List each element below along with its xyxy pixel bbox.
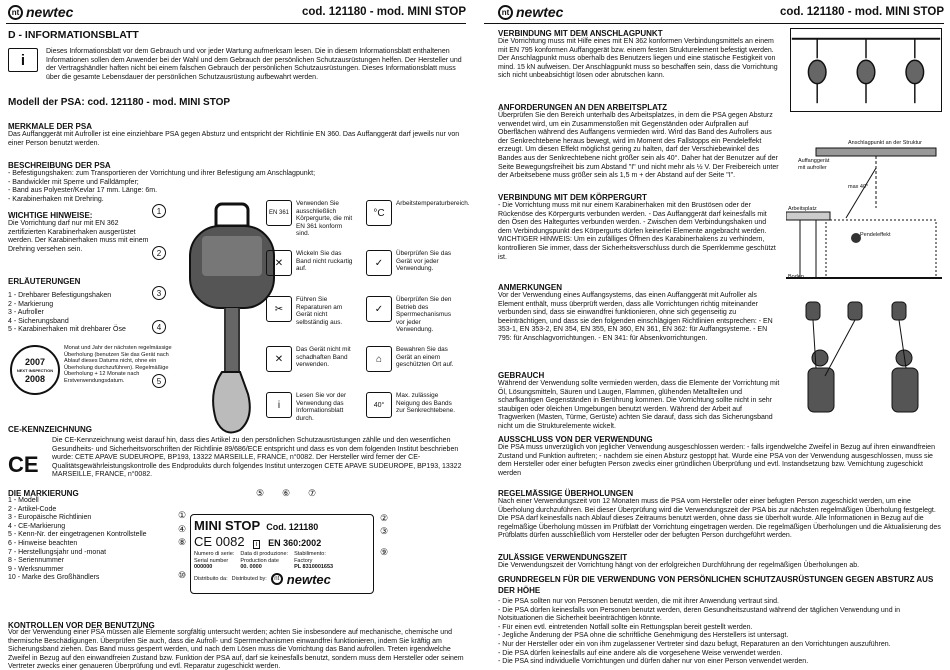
list-item: - Die PSA sollten nur von Personen benutzt werden, die mit ihrer Anwendung vertraut sind. bbox=[498, 598, 779, 605]
no-repair-icon: ✂ bbox=[266, 296, 292, 322]
s1-title: VERBINDUNG MIT DEM ANSCHLAGPUNKT bbox=[498, 29, 663, 38]
s6-title: AUSSCHLUSS VON DER VERWENDUNG bbox=[498, 435, 653, 444]
list-item: 1 - Modell bbox=[8, 497, 39, 504]
factory-value: PL 8310001653 bbox=[294, 564, 334, 570]
warning-cell bbox=[366, 346, 456, 372]
warning-text: Lesen Sie vor der Verwendung das Informationsblatt durch. bbox=[296, 392, 347, 422]
callout-4: 4 bbox=[152, 320, 166, 334]
list-item: - Bandwickler mit Sperre und Falldämpfer; bbox=[8, 178, 139, 186]
erlaeuterungen-title: ERLÄUTERUNGEN bbox=[8, 277, 81, 286]
newtec-logo-icon: nt bbox=[271, 573, 283, 585]
callout-2: 2 bbox=[152, 246, 166, 260]
thermometer-icon: °C bbox=[366, 200, 392, 226]
warning-text: Führen Sie Reparaturen am Gerät nicht selbständig aus. bbox=[296, 296, 343, 326]
left-page bbox=[0, 0, 472, 670]
s8-text: Die Verwendungszeit der Vorrichtung hängt von der erfolgreichen Durchführung der regelmäßigen Überholungen ab. bbox=[498, 562, 860, 569]
label-callout-8: ⑧ bbox=[178, 537, 187, 547]
header-rule bbox=[484, 23, 944, 24]
list-item: 7 - Herstellungsjahr und -monat bbox=[8, 548, 107, 556]
s4-text: Vor der Verwendung eines Auffangsystems, das einen Auffanggerät mit Aufroller als Element enthält, muss überprüft werden, dass alle Vorrichtungen richtig miteinander verbunden sind, dass sie einwandfrei funktionieren, ohne sich gegenseitig zu beeinträchtigen, und dass sie den folgenden einschlägigen Richtlinien entsprechen: - EN 353-1, EN 353-2, EN 354, EN 355, EN 360, EN 361, EN 362: für Auffangsysteme. - EN 795: für Anschlagvorrichtungen. - EN 341: für Absenkvorrichtungen. bbox=[498, 292, 773, 342]
factory-label: Stabilimento: bbox=[294, 551, 326, 557]
warning-cell bbox=[366, 392, 456, 418]
serial-sub: Serial number bbox=[194, 557, 229, 564]
damaged-band-icon: ✕ bbox=[266, 346, 292, 372]
label-cod: Cod. 121180 bbox=[266, 522, 319, 532]
kontrollen-text: Vor der Verwendung einer PSA müssen alle Elemente sorgfältig untersucht werden; achten Sie insbesondere auf mechanische, chemische und thermische Beschädigungen. Überprüfen Sie auch, dass die Aufroll- und Sperrmechanismen einwandfrei funktionieren, indem Sie kräftig am Sicherungsband ziehen. Das Band muss gesperrt werden, und nach dem Lösen muss die Vorrichtung das Band aufrollen. Treten irgendwelche Zweifel in Bezug auf den einwandfreien Zustand bzw. Funktion der PSA auf, darf sie keinesfalls benutzt, sondern muss dem Hersteller oder seinem Vertreter zwecks einer genaueren Überprüfung und evtl. Reparatur zugeschickt werden. bbox=[8, 629, 464, 670]
warning-cell bbox=[366, 250, 456, 276]
s7-title: REGELMÄSSIGE ÜBERHOLUNGEN bbox=[498, 489, 634, 498]
label-date bbox=[240, 551, 288, 571]
warning-cell bbox=[266, 296, 356, 326]
label-callout-9: ⑨ bbox=[380, 547, 389, 557]
fig-label-boden: Boden bbox=[788, 274, 804, 280]
callout-5: 5 bbox=[152, 374, 166, 388]
markierung-list bbox=[8, 497, 186, 583]
s8-title: ZULÄSSIGE VERWENDUNGSZEIT bbox=[498, 553, 628, 562]
list-item: 6 - Hinweise beachten bbox=[8, 539, 78, 547]
fig-label-aufroller: Auffanggerät mit aufroller bbox=[798, 158, 830, 171]
stamp-note: Monat und Jahr der nächsten regelmässige Überholung (benutzen Sie das Gerät nach Ablauf dieses Datums nicht, ohne ein Überholung durchzuführen). Regelmäßige Überholung + 12 Monate nach Erstverwendungsdatum. bbox=[64, 345, 172, 384]
right-page bbox=[478, 0, 950, 670]
wichtige-text: Die Vorrichtung darf nur mit EN 362 zertifizierten Karabinerhaken ausgerüstet werden. Der Karabinerhaken muss mit einem Drehring versehen sein. bbox=[8, 220, 149, 253]
list-item: - Die PSA dürfen keinesfalls von Personen benutzt werden, deren Gesundheitszustand während der täglichen Verwendung und in Notsituationen die Sicherheit beeinträchtigen könnte. bbox=[498, 606, 900, 623]
warning-text: Arbeitstemperaturbereich. bbox=[396, 200, 470, 207]
s2-text: Überprüfen Sie den Bereich unterhalb des Arbeitsplatzes, in dem die PSA gegen Absturz verwendet wird, um ein Zusammenstoßen mit Gegenständen oder Aufprallen auf Oberflächen während des Auffangens vermieden wird. Wird das Band des Aufrollers aus der Senkrechtebene heraus bewegt, wird im Moment des Fallstopps ein Pendeleffekt erzeugt. Um diesen Effekt möglichst gering zu halten, darf der Verschiebewinkel des Bandes aus der Senkrechtebene nicht größer sein als 40°. Daher hat der Benutzer auf der Seite Bewegungsfreiheit bis zum Abstand "I" und nicht mehr als ½ V. Der Freibereich unter der Arbeitsebene muss größer sein als 1,5 m + der Abstand auf der Seite "I". bbox=[498, 112, 779, 180]
warning-text: Überprüfen Sie das Gerät vor jeder Verwendung. bbox=[396, 250, 452, 273]
s5-title: GEBRAUCH bbox=[498, 371, 545, 380]
inspection-stamp bbox=[10, 345, 60, 395]
s3-title: VERBINDUNG MIT DEM KÖRPERGURT bbox=[498, 193, 647, 202]
stamp-year-top: 2007 bbox=[24, 356, 46, 367]
info-book-icon: i bbox=[8, 48, 38, 72]
markierung-title: DIE MARKIERUNG bbox=[8, 489, 79, 498]
s1-text: Die Vorrichtung muss mit Hilfe eines mit EN 362 konformen Verbindungsmittels an einem mit EN 795 konformen Auffanggerät bzw. einem festen Strukturelement befestigt werden. Der Anschlagpunkt muss oberhalb des Benutzers liegen und eine statische Festigkeit von mind. 15 kN aufweisen. Der Anschlagpunkt muss so beschaffen sein, dass die Vorrichtung sich nicht unbeabsichtigt lösen oder abrutschen kann. bbox=[498, 38, 778, 80]
merkmale-text: Das Auffanggerät mit Aufroller ist eine einziehbare PSA gegen Absturz und entspricht der Richtlinie EN 360. Das Auffanggerät darf jeweils nur von einer Person benutzt werden. bbox=[8, 131, 460, 147]
brand-logo bbox=[8, 4, 73, 20]
list-item: - Befestigungshaken: zum Transportieren der Vorrichtung und ihrer Befestigung am Anschlagpunkt; bbox=[8, 170, 316, 177]
label-callout-3: ③ bbox=[380, 526, 389, 536]
warning-cell bbox=[366, 296, 456, 334]
distrib-sub: Distributed by: bbox=[231, 576, 267, 582]
warning-text: Max. zulässige Neigung des Bands zur Senkrechtebene. bbox=[396, 392, 455, 415]
callout-1: 1 bbox=[152, 204, 166, 218]
list-item: 5 - Kenn-Nr. der eingetragenen Kontrollstelle bbox=[8, 531, 147, 539]
date-label: Data di produzione: bbox=[240, 551, 289, 557]
s7-text: Nach einer Verwendungszeit von 12 Monaten muss die PSA vom Hersteller oder einer befugten Person zugeschickt werden, um eine Überholung durchzuführen. Bei dieser Überprüfung wird die Verwendungszeit der PSA bis zur nächsten regelmäßigen Überholung festgelegt. Die PSA darf keinesfalls nach Ablauf dieses Zeitraums benutzt werden, ohne dass sie überholt wurde. Alle Informationen in Bezug auf die regelmäßige Überholung müssen im Prüfblatt der Vorrichtung eingetragen werden. Die regelmäßigen Überholungen und die Aktualisierung des Prüfblatts dürfen ausschließlich vom Hersteller oder der befugten Person durchgeführt werden. bbox=[498, 498, 941, 540]
label-en: EN 360:2002 bbox=[268, 538, 322, 548]
doc-code: cod. 121180 - mod. MINI STOP bbox=[779, 6, 944, 18]
list-item: 5 - Karabinerhaken mit drehbarer Öse bbox=[8, 326, 126, 334]
fig-label-pendel: Pendeleffekt bbox=[860, 232, 891, 238]
list-item: 8 - Seriennummer bbox=[8, 557, 65, 565]
date-sub: Production date bbox=[240, 557, 279, 564]
warning-text: Überprüfen Sie den Betrieb des Sperrmechanismus vor jeder Verwendung. bbox=[396, 296, 452, 334]
brand-name: newtec bbox=[26, 4, 74, 20]
read-manual-icon: i bbox=[266, 392, 292, 418]
warning-text: Verwenden Sie ausschließlich Körpergurte, die mit EN 361 konform sind. bbox=[296, 200, 353, 238]
merkmale-title: MERKMALE DER PSA bbox=[8, 122, 93, 131]
list-item: 10 - Marke des Großhändlers bbox=[8, 574, 100, 582]
warning-cell bbox=[366, 200, 470, 226]
list-item: 3 - Europäische Richtlinien bbox=[8, 514, 92, 522]
s9-list bbox=[498, 598, 944, 667]
newtec-logo-icon: nt bbox=[498, 5, 513, 20]
s4-title: ANMERKUNGEN bbox=[498, 283, 562, 292]
warning-cell bbox=[266, 346, 356, 372]
list-item: 4 - CE-Markierung bbox=[8, 522, 66, 530]
storage-icon: ⌂ bbox=[366, 346, 392, 372]
callout-3: 3 bbox=[152, 286, 166, 300]
fig-label-max: max 40° bbox=[848, 184, 869, 190]
label-model: MINI STOP bbox=[194, 518, 261, 533]
max-angle-icon: 40° bbox=[366, 392, 392, 418]
list-item: 1 - Drehbarer Befestigungshaken bbox=[8, 292, 112, 299]
list-item: - Nur der Hersteller oder ein von ihm zugelassener Vertreter sind dazu befugt, Reparaturen an den Vorrichtungen auszuführen. bbox=[498, 640, 891, 648]
label-factory bbox=[294, 551, 333, 571]
warning-text: Das Gerät nicht mit schadhaften Band verwenden. bbox=[296, 346, 351, 369]
list-item: - Die PSA dürfen keinesfalls auf eine andere als die vorgesehene Weise verwendet werden. bbox=[498, 649, 783, 657]
beschreibung-title: BESCHREIBUNG DER PSA bbox=[8, 161, 111, 170]
list-item: 9 - Werksnummer bbox=[8, 565, 64, 573]
label-callout-6: ⑥ bbox=[282, 488, 291, 498]
fig-label-arbeitsplatz: Arbeitsplatz bbox=[788, 206, 817, 212]
label-brand: newtec bbox=[286, 571, 331, 587]
list-item: - Für einen evtl. eintretenden Notfall sollte ein Rettungsplan bereit gestellt werden. bbox=[498, 623, 753, 631]
list-item: - Band aus Polyester/Kevlar 17 mm. Länge: 6m. bbox=[8, 187, 158, 195]
harness-icon: EN 361 bbox=[266, 200, 292, 226]
s6-text: Die PSA muss unverzüglich von jeglicher Verwendung ausgeschlossen werden: - falls irgendwelche Zweifel in Bezug auf ihren einwandfreien Zustand und Funktion auftreten; - nachdem sie einen Absturz gestoppt hat. Wurde eine PSA von der Verwendung ausgeschlossen, muss sie dem Hersteller oder einer befugten Person zwecks einer gründlichen Überprüfung und evtl. Instandsetzung bzw. Vernichtung zugeschickt werden bbox=[498, 444, 935, 477]
list-item: 2 - Artikel-Code bbox=[8, 505, 57, 513]
serial-label: Numero di serie: bbox=[194, 551, 235, 557]
warning-text: Bewahren Sie das Gerät an einem geschützten Ort auf. bbox=[396, 346, 454, 369]
label-callout-10: ⑩ bbox=[178, 570, 187, 580]
label-callout-4: ④ bbox=[178, 524, 187, 534]
header-rule bbox=[6, 23, 466, 24]
s9-title: GRUNDREGELN FÜR DIE VERWENDUNG VON PERSÖNLICHEN SCHUTZAUSRÜSTUNGEN GEGEN ABSTURZ AUS DER HÖHE bbox=[498, 575, 934, 595]
list-item: - Die PSA sind individuelle Vorrichtungen und dürfen daher nur von einer Person verwendet werden. bbox=[498, 658, 809, 666]
wichtige-title: WICHTIGE HINWEISE: bbox=[8, 211, 93, 220]
warning-cell bbox=[266, 392, 356, 422]
anchor-figure bbox=[790, 28, 942, 112]
ce-text: Die CE-Kennzeichnung weist darauf hin, dass dies Artikel zu den persönlichen Schutzausrüstungen zählle und den wesentlichen Gesundheits- und Sicherheitsvorschriften der Richtlinie 89/686/ECE entspricht und dass es von dem folgenden Institut beschrieben wurde: CETE APAVE SUDEUROPE, BP193, 13322 MARSEILLE, FRANCE, n°0082. Der Hersteller wird ferner der CE-Qualitätsgewährleistungskontrolle des Endprodukts durch folgendes Institut unterzogen CETE APAVE SUDEUROPE, BP193, 13322 MARSEILLE, FRANCE, n°0082. bbox=[52, 437, 462, 479]
harness-figure bbox=[790, 298, 942, 428]
section-title: D - INFORMATIONSBLATT bbox=[8, 29, 139, 41]
intro-text: Dieses Informationsblatt vor dem Gebrauch und vor jeder Wartung aufmerksam lesen. Die in diesem Informationsblatt enthaltenen Informationen sollen dem Anwender bei der Wahl und dem Gebrauch der persönlichen Schutzausrüstungen helfen. Der Hersteller und der Vertragshändler haften nicht bei einem falschen Gebrauch der persönlichen Schutzausrüstungen. Dieses Informationsblatt muss über die gesamte Lebensdauer der persönlichen Schutzausrüstung aufbewahrt werden. bbox=[46, 48, 462, 81]
label-serial bbox=[194, 551, 234, 571]
serial-value: 000000 bbox=[194, 564, 213, 570]
warning-text: Wickeln Sie das Band nicht ruckartig auf. bbox=[296, 250, 353, 273]
click-check-icon: ✓ bbox=[366, 296, 392, 322]
distrib-label: Distribuito da: bbox=[194, 576, 228, 582]
list-item: 4 - Sicherungsband bbox=[8, 317, 69, 325]
newtec-logo-icon: nt bbox=[8, 5, 23, 20]
label-ce: CE 0082 bbox=[194, 534, 245, 549]
check-device-icon: ✓ bbox=[366, 250, 392, 276]
model-title: Modell der PSA: cod. 121180 - mod. MINI STOP bbox=[8, 97, 231, 108]
list-item: 3 - Aufroller bbox=[8, 309, 44, 317]
label-callout-1: ① bbox=[178, 510, 187, 520]
ce-mark-icon: CE bbox=[8, 452, 39, 477]
s3-text: - Die Vorrichtung muss mit nur einem Karabinerhaken mit den Brustösen oder der Rückenöse des Körpergurts verbunden werden. - Das Auffanggerät darf keinesfalls mit den Ösen des Haltegurtes verbunden werden. - Zwischen dem Verbindungshaken und dem Verbindungspunkt des Körpergurts dürfen keinerlei Elemente angebracht werden. WICHTIGER HINWEIS: Um ein zufälliges Öffnen des Karabinerhakens zu verhindern, kontrollieren Sie immer, dass der Sicherheitsverschluss durch die Sperrklemme geschützt ist. bbox=[498, 202, 776, 261]
warning-cell bbox=[266, 200, 356, 238]
list-item: - Jegliche Änderung der PSA ohne die schriftliche Genehmigung des Herstellers ist untersagt. bbox=[498, 632, 789, 640]
no-rewind-icon: ✕ bbox=[266, 250, 292, 276]
label-callout-5: ⑤ bbox=[256, 488, 265, 498]
brand-logo bbox=[498, 4, 563, 20]
warning-triangle-icon: i bbox=[253, 540, 261, 549]
s2-title: ANFORDERUNGEN AN DEN ARBEITSPLATZ bbox=[498, 103, 668, 112]
list-item: 2 - Markierung bbox=[8, 300, 54, 308]
list-item: - Karabinerhaken mit Drehring. bbox=[8, 195, 104, 203]
date-value: 00. 0000 bbox=[240, 564, 262, 570]
stamp-year-bottom: 2008 bbox=[24, 373, 46, 384]
label-callout-2: ② bbox=[380, 513, 389, 523]
ce-title: CE-KENNZEICHNUNG bbox=[8, 425, 92, 434]
fig-label-struktur: Anschlagpunkt an der Struktur bbox=[848, 140, 922, 146]
brand-name: newtec bbox=[516, 4, 564, 20]
s5-text: Während der Verwendung sollte vermieden werden, dass die Elemente der Vorrichtung mit Öl, Lösungsmitteln, Säuren und Laugen, Flammen, glühenden Metallteilen und scharfkantigen Gegenständen in Berührung kommen. Die Vorrichtung sollte nicht in sehr staubigen oder öleichen Umgebungen benutzt werden. Während der Arbeit auf Tragwerken (Masten, Türme, Gerüste) achten Sie darauf, dass sich das Sicherungsband nicht um die Strukturelemente wickelt. bbox=[498, 380, 780, 430]
factory-sub: Factory bbox=[294, 557, 313, 564]
label-callout-7: ⑦ bbox=[308, 488, 317, 498]
warning-cell bbox=[266, 250, 356, 276]
stamp-label: NEXT INSPECTION bbox=[16, 367, 54, 373]
doc-code: cod. 121180 - mod. MINI STOP bbox=[301, 6, 466, 18]
product-label bbox=[190, 514, 374, 594]
kontrollen-title: KONTROLLEN VOR DER BENUTZUNG bbox=[8, 621, 155, 630]
